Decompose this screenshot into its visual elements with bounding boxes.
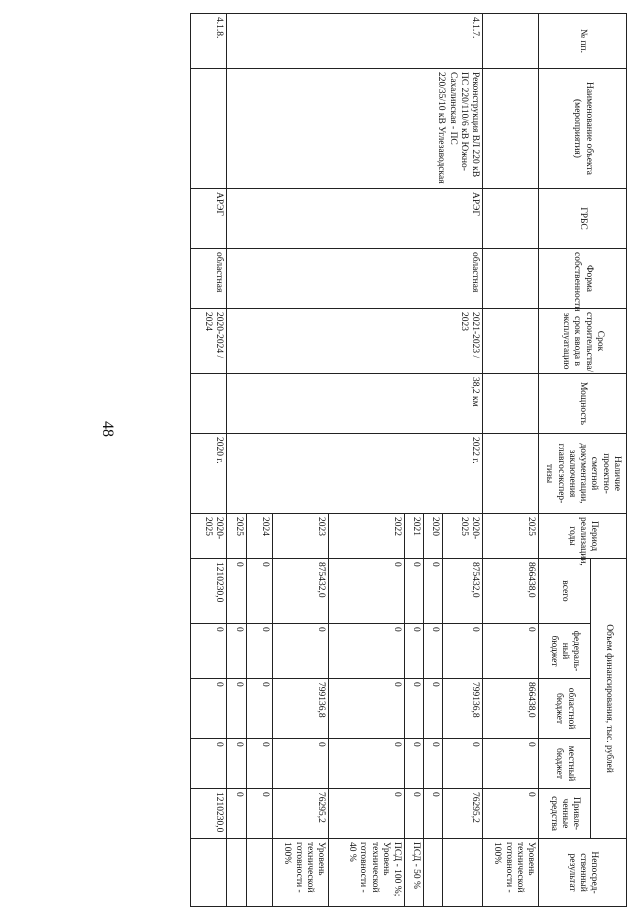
cell-attracted: 0 — [227, 789, 247, 839]
cell-total: 875432,0 — [443, 559, 483, 624]
cell-regional: 0 — [227, 679, 247, 739]
cell-period: 2022 — [329, 514, 405, 559]
cell-capacity — [191, 374, 227, 434]
cell-capacity: 38,2 км — [227, 374, 483, 434]
cell-attracted: 76295,2 — [273, 789, 329, 839]
cell-attracted: 0 — [424, 789, 443, 839]
header-local: местный бюджет — [539, 739, 591, 789]
cell-federal: 0 — [191, 624, 227, 679]
header-design-docs: Наличие проектно-сметной документации, заключения главгосэкспер-тизы — [539, 434, 627, 514]
cell-total: 0 — [247, 559, 273, 624]
cell-regional: 0 — [424, 679, 443, 739]
header-capacity: Мощность — [539, 374, 627, 434]
cell-regional: 799136,8 — [443, 679, 483, 739]
cell-regional: 866438,0 — [483, 679, 539, 739]
cell-result — [227, 839, 247, 907]
cell-design-docs: 2022 г. — [227, 434, 483, 514]
cell-total: 0 — [329, 559, 405, 624]
cell-total: 0 — [424, 559, 443, 624]
cell-attracted: 0 — [405, 789, 424, 839]
cell-num: 4.1.7. — [227, 14, 483, 69]
cell-result: ПСД - 50 % — [405, 839, 424, 907]
header-num: № пп. — [539, 14, 627, 69]
cell-result — [424, 839, 443, 907]
cell-federal: 0 — [227, 624, 247, 679]
cell-regional: 0 — [405, 679, 424, 739]
cell-ownership — [483, 249, 539, 309]
header-regional: областной бюджет — [539, 679, 591, 739]
header-grbs: ГРБС — [539, 189, 627, 249]
header-result: Непосред-ственный результат — [539, 839, 627, 907]
cell-total: 875432,0 — [273, 559, 329, 624]
cell-federal: 0 — [405, 624, 424, 679]
header-construction-term: Срок строительства/ срок ввода в эксплуатацию — [539, 309, 627, 374]
cell-attracted: 0 — [483, 789, 539, 839]
cell-period: 2020-2025 — [191, 514, 227, 559]
cell-period: 2023 — [273, 514, 329, 559]
cell-federal: 0 — [273, 624, 329, 679]
cell-name — [483, 69, 539, 189]
cell-federal: 0 — [329, 624, 405, 679]
cell-period: 2021 — [405, 514, 424, 559]
cell-regional: 0 — [329, 679, 405, 739]
cell-construction-term: 2020-2024 / 2024 — [191, 309, 227, 374]
cell-attracted: 1210230,0 — [191, 789, 227, 839]
cell-local: 0 — [247, 739, 273, 789]
investment-table — [190, 13, 627, 907]
cell-result — [443, 839, 483, 907]
table-row — [443, 14, 483, 907]
cell-federal: 0 — [483, 624, 539, 679]
cell-federal: 0 — [443, 624, 483, 679]
cell-attracted: 0 — [329, 789, 405, 839]
cell-name — [191, 69, 227, 189]
page-number: 48 — [99, 421, 116, 437]
header-total: всего — [539, 559, 591, 624]
cell-grbs: АРЭГ — [227, 189, 483, 249]
rotated-table-wrapper — [202, 13, 627, 897]
cell-local: 0 — [483, 739, 539, 789]
cell-local: 0 — [424, 739, 443, 789]
cell-attracted: 0 — [247, 789, 273, 839]
cell-total: 0 — [227, 559, 247, 624]
cell-total: 0 — [405, 559, 424, 624]
cell-num: 4.1.8. — [191, 14, 227, 69]
cell-result: Уровень технической готовности - 100% — [273, 839, 329, 907]
cell-result: Уровень технической готовности - 100% — [483, 839, 539, 907]
cell-grbs: АРЭГ — [191, 189, 227, 249]
cell-local: 0 — [405, 739, 424, 789]
header-federal: федераль-ный бюджет — [539, 624, 591, 679]
cell-total: 1210230,0 — [191, 559, 227, 624]
cell-period: 2025 — [227, 514, 247, 559]
cell-local: 0 — [191, 739, 227, 789]
header-ownership: Форма собственности — [539, 249, 627, 309]
cell-capacity — [483, 374, 539, 434]
cell-total: 866438,0 — [483, 559, 539, 624]
header-attracted: Привле-ченные средства — [539, 789, 591, 839]
cell-regional: 799136,8 — [273, 679, 329, 739]
cell-ownership: областная — [191, 249, 227, 309]
cell-local: 0 — [273, 739, 329, 789]
table-row — [191, 14, 227, 907]
cell-name: Реконструкция ВЛ 220 кВ ПС 220/110/6 кВ Южно-Сахалинская - ПС 220/35/10 кВ Углезаводская — [227, 69, 483, 189]
cell-regional: 0 — [191, 679, 227, 739]
cell-grbs — [483, 189, 539, 249]
header-funding-group: Объем финансирования, тыс. рублей — [591, 559, 627, 839]
cell-construction-term — [483, 309, 539, 374]
cell-design-docs — [483, 434, 539, 514]
cell-period: 2025 — [483, 514, 539, 559]
header-name: Наименование объекта (мероприятия) — [539, 69, 627, 189]
cell-num — [483, 14, 539, 69]
cell-result — [247, 839, 273, 907]
cell-construction-term: 2021-2023 / 2023 — [227, 309, 483, 374]
cell-attracted: 76295,2 — [443, 789, 483, 839]
cell-federal: 0 — [424, 624, 443, 679]
table-row — [483, 14, 539, 907]
cell-design-docs: 2020 г. — [191, 434, 227, 514]
cell-regional: 0 — [247, 679, 273, 739]
header-period: Период реализации, годы — [539, 514, 627, 559]
cell-federal: 0 — [247, 624, 273, 679]
table-header — [539, 14, 627, 907]
cell-period: 2020 — [424, 514, 443, 559]
cell-ownership: областная — [227, 249, 483, 309]
cell-result — [191, 839, 227, 907]
cell-local: 0 — [329, 739, 405, 789]
cell-local: 0 — [227, 739, 247, 789]
cell-period: 2024 — [247, 514, 273, 559]
cell-local: 0 — [443, 739, 483, 789]
cell-result: ПСД - 100 %; Уровень технической готовности - 40 % — [329, 839, 405, 907]
cell-period: 2020-2025 — [443, 514, 483, 559]
